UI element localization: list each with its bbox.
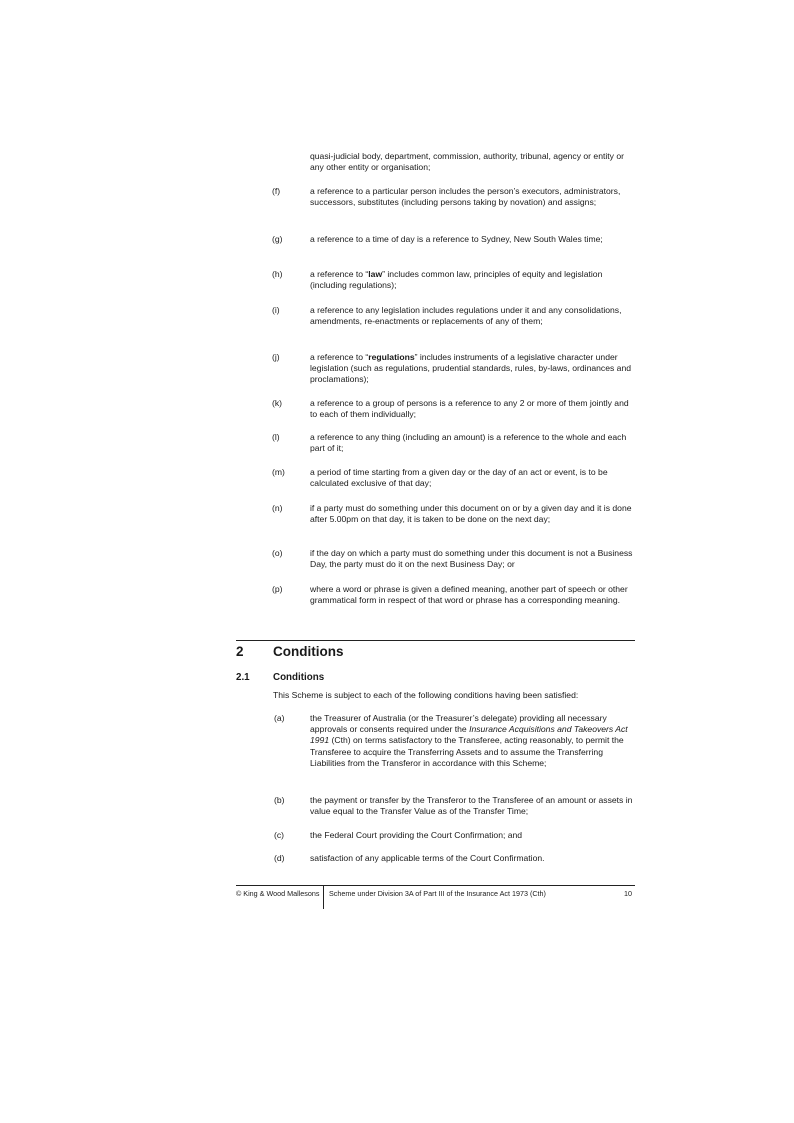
- item-label: (j): [272, 352, 280, 362]
- item-text: [310, 713, 638, 769]
- section-divider: [236, 640, 635, 641]
- footer-document-title: Scheme under Division 3A of Part III of the Insurance Act 1973 (Cth): [329, 889, 546, 898]
- item-label: (c): [274, 830, 285, 840]
- item-text: a reference to a time of day is a reference to Sydney, New South Wales time;: [310, 234, 603, 244]
- defined-term-regulations: regulations: [368, 352, 415, 362]
- footer-divider: [236, 885, 635, 886]
- act-title: Insurance Acquisitions and Takeovers Act 1991: [310, 724, 628, 746]
- item-label: (d): [274, 853, 285, 863]
- item-label: (p): [272, 584, 283, 594]
- item-text: [310, 352, 638, 386]
- item-label: (o): [272, 548, 283, 558]
- item-text: the payment or transfer by the Transferor to the Transferee of an amount or assets in value equal to the Transfer Value as of the Transfer Time;: [310, 795, 633, 817]
- subsection-heading: Conditions: [273, 672, 325, 683]
- subsection-number: 2.1: [236, 672, 250, 683]
- item-text-pre: the Treasurer of Australia (or the Treasurer’s delegate) providing all necessary approvals or consents required under the: [310, 713, 607, 735]
- item-label: (i): [272, 305, 280, 315]
- footer-page-number: 10: [624, 889, 632, 898]
- item-label: (g): [272, 234, 283, 244]
- section-number: 2: [236, 644, 244, 659]
- item-text: a reference to a group of persons is a reference to any 2 or more of them jointly and to each of them individually;: [310, 398, 629, 420]
- conditions-intro: This Scheme is subject to each of the following conditions having been satisfied:: [273, 690, 579, 700]
- item-text-pre: a reference to “: [310, 269, 369, 279]
- item-label: (l): [272, 432, 280, 442]
- item-label: (a): [274, 713, 285, 723]
- item-text: if a party must do something under this document on or by a given day and it is done after 5.00pm on that day, it is taken to be done on the next day;: [310, 503, 632, 525]
- item-label: (b): [274, 795, 285, 805]
- continuation-paragraph: quasi-judicial body, department, commission, authority, tribunal, agency or entity or any other entity or organisation;: [310, 151, 624, 173]
- item-text: a reference to a particular person includes the person’s executors, administrators, successors, substitutes (including persons taking by novation) and assigns;: [310, 186, 621, 208]
- item-text-post: (Cth) on terms satisfactory to the Transferee, acting reasonably, to permit the Transferee to acquire the Transferring Assets and to assume the Transferring Liabilities from the Transferor in accordance with this Scheme;: [310, 735, 624, 768]
- item-text-pre: a reference to “: [310, 352, 369, 362]
- item-label: (f): [272, 186, 281, 196]
- item-text: a reference to any legislation includes regulations under it and any consolidations, amendments, re-enactments or replacements of any of them;: [310, 305, 622, 327]
- item-text: satisfaction of any applicable terms of the Court Confirmation.: [310, 853, 545, 863]
- item-text-post: ” includes instruments of a legislative character under legislation (such as regulations, prudential standards, rules, by-laws, ordinances and proclamations);: [310, 352, 632, 385]
- item-label: (k): [272, 398, 283, 408]
- section-heading: Conditions: [273, 644, 344, 659]
- item-label: (h): [272, 269, 283, 279]
- item-label: (n): [272, 503, 283, 513]
- footer-column-divider: [323, 885, 324, 909]
- item-text: [310, 269, 638, 291]
- defined-term-law: law: [368, 269, 383, 279]
- item-text: a period of time starting from a given day or the day of an act or event, is to be calculated exclusive of that day;: [310, 467, 608, 489]
- item-text: where a word or phrase is given a defined meaning, another part of speech or other grammatical form in respect of that word or phrase has a corresponding meaning.: [310, 584, 628, 606]
- item-text: the Federal Court providing the Court Confirmation; and: [310, 830, 523, 840]
- item-label: (m): [272, 467, 285, 477]
- item-text: a reference to any thing (including an amount) is a reference to the whole and each part of it;: [310, 432, 627, 454]
- footer-copyright: © King & Wood Mallesons: [236, 889, 320, 898]
- item-text-post: ” includes common law, principles of equity and legislation (including regulations);: [310, 269, 603, 291]
- item-text: if the day on which a party must do something under this document is not a Business Day, the party must do it on the next Business Day; or: [310, 548, 633, 570]
